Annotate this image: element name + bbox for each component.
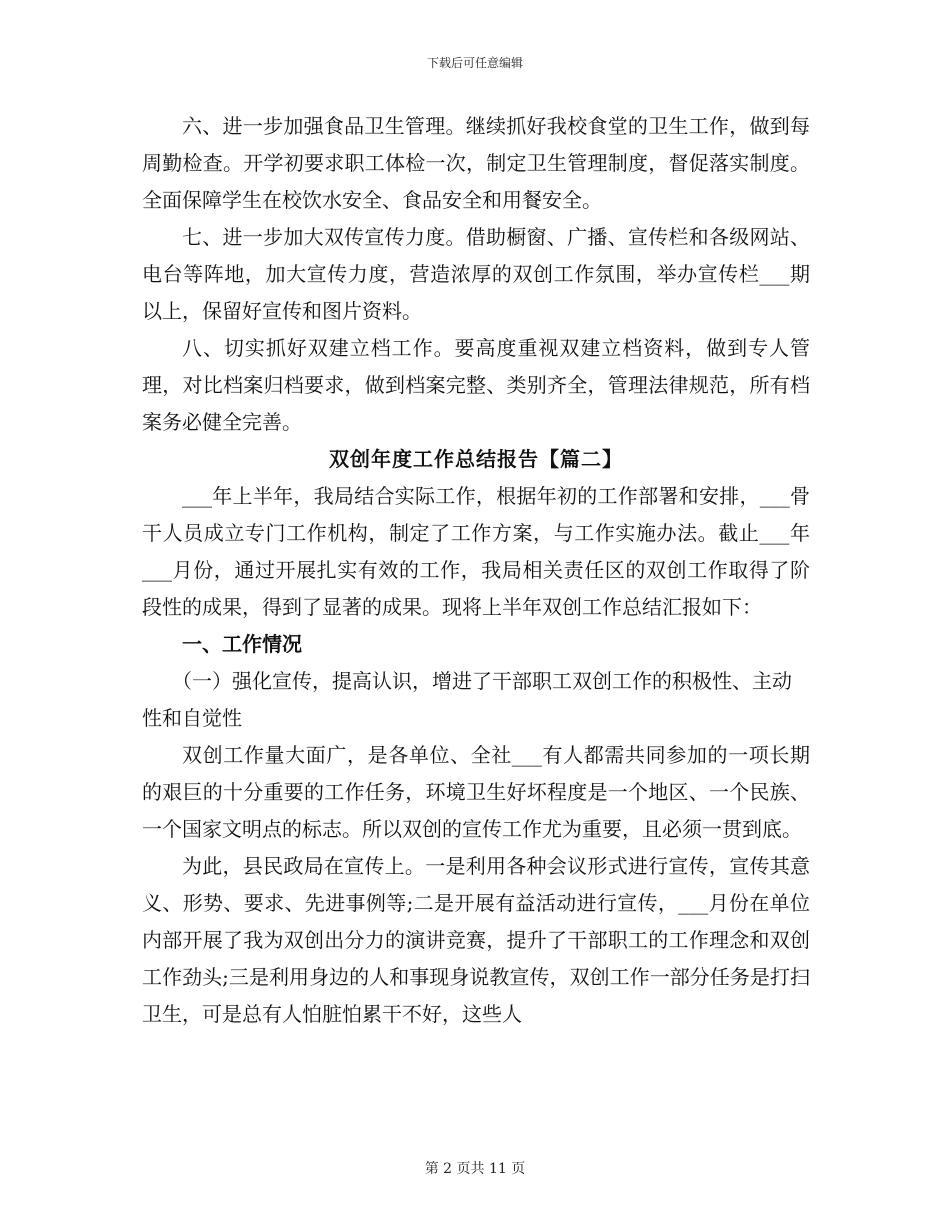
- body-paragraph-one: 双创工作量大面广，是各单位、全社___有人都需共同参加的一项长期的艰巨的十分重要的工作任务，环境卫生好坏程度是一个地区、一个民族、一个国家文明点的标志。所以双创的宣传工作尤为重要，且必须一贯到底。: [142, 743, 810, 841]
- paragraph-six: 六、进一步加强食品卫生管理。继续抓好我校食堂的卫生工作，做到每周勤检查。开学初要求职工体检一次，制定卫生管理制度，督促落实制度。全面保障学生在校饮水安全、食品安全和用餐安全。: [142, 114, 810, 212]
- page-footer: 第 2 页共 11 页: [424, 1161, 526, 1177]
- document-body: [142, 108, 810, 1033]
- page-header: 下载后可任意编辑: [426, 56, 523, 70]
- section-title-part-two: 双创年度工作总结报告【篇二】: [329, 447, 623, 471]
- subheading-one: （一）强化宣传，提高认识，增进了干部职工双创工作的积极性、主动性和自觉性: [142, 669, 792, 730]
- intro-paragraph: ___年上半年，我局结合实际工作，根据年初的工作部署和安排，___骨干人员成立专门工作机构，制定了工作方案，与工作实施办法。截止___年___月份，通过开展扎实有效的工作，我局相关责任区的双创工作取得了阶段性的成果，得到了显著的成果。现将上半年双创工作总结汇报如下：: [142, 484, 810, 619]
- paragraph-eight: 八、切实抓好双建立档工作。要高度重视双建立档资料，做到专人管理，对比档案归档要求，做到档案完整、类别齐全，管理法律规范，所有档案务必健全完善。: [142, 336, 810, 434]
- paragraph-seven: 七、进一步加大双传宣传力度。借助橱窗、广播、宣传栏和各级网站、电台等阵地，加大宣传力度，营造浓厚的双创工作氛围，举办宣传栏___期以上，保留好宣传和图片资料。: [142, 225, 810, 323]
- body-paragraph-two: 为此，县民政局在宣传上。一是利用各种会议形式进行宣传，宣传其意义、形势、要求、先进事例等;二是开展有益活动进行宣传，___月份在单位内部开展了我为双创出分力的演讲竞赛，提升了干部职工的工作理念和双创工作劲头;三是利用身边的人和事现身说教宣传，双创工作一部分任务是打扫卫生，可是总有人怕脏怕累干不好，这些人: [142, 854, 810, 1026]
- heading-work-situation: 一、工作情况: [182, 632, 302, 656]
